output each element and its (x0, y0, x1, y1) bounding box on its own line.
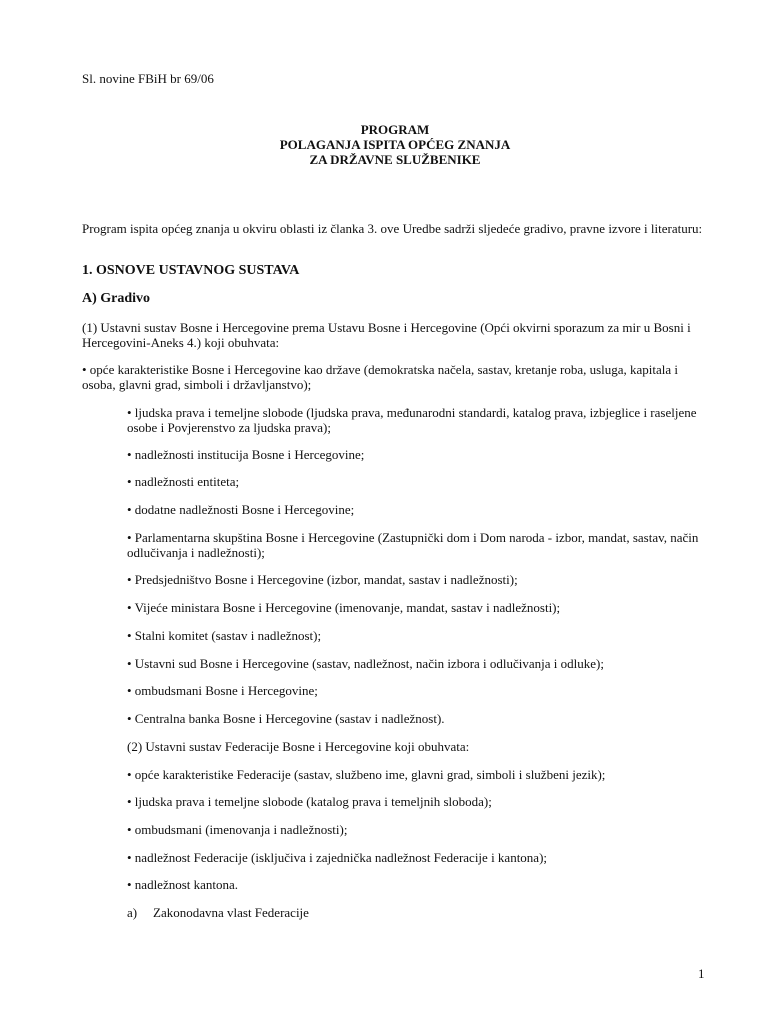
paragraph-2: (2) Ustavni sustav Federacije Bosne i Hercegovine koji obuhvata: (127, 739, 470, 754)
bullet-item: • ombudsmani Bosne i Hercegovine; (127, 683, 318, 698)
bullet-item: • opće karakteristike Federacije (sastav, službeno ime, glavni grad, simboli i službeni jezik); (127, 767, 606, 782)
list-item-text: Zakonodavna vlast Federacije (153, 905, 309, 920)
title-line: PROGRAM (360, 122, 430, 137)
title-line: ZA DRŽAVNE SLUŽBENIKE (309, 152, 481, 167)
bullet-item: • Vijeće ministara Bosne i Hercegovine (imenovanje, mandat, sastav i nadležnosti); (127, 600, 561, 615)
bullet-item: • Ustavni sud Bosne i Hercegovine (sastav, nadležnost, način izbora i odlučivanja i odluke); (127, 656, 604, 671)
page-number: 1 (698, 966, 705, 981)
intro-paragraph: Program ispita općeg znanja u okviru oblasti iz članka 3. ove Uredbe sadrži sljedeće gradivo, pravne izvore i literaturu: (82, 221, 703, 236)
paragraph-1: (1) Ustavni sustav Bosne i Hercegovine prema Ustavu Bosne i Hercegovine (Opći okvirni sporazum za mir u Bosni i Hercegovini-Aneks 4.) koji obuhvata: (82, 320, 691, 350)
bullet-item: • Stalni komitet (sastav i nadležnost); (127, 628, 322, 643)
bullet-item: • Parlamentarna skupština Bosne i Hercegovine (Zastupnički dom i Dom naroda - izbor, mandat, sastav, način odlučivanja i nadležnosti); (127, 530, 699, 560)
bullet-item: • Centralna banka Bosne i Hercegovine (sastav i nadležnost). (127, 711, 445, 726)
bullet-item: • nadležnost kantona. (127, 877, 239, 892)
bullet-item: • nadležnosti institucija Bosne i Hercegovine; (127, 447, 365, 462)
bullet-item: • ombudsmani (imenovanja i nadležnosti); (127, 822, 348, 837)
document-title (0, 122, 768, 167)
title-line: POLAGANJA ISPITA OPĆEG ZNANJA (279, 137, 511, 152)
bullet-item: • dodatne nadležnosti Bosne i Hercegovine; (127, 502, 355, 517)
bullet-item: • nadležnosti entiteta; (127, 474, 240, 489)
gazette-reference: Sl. novine FBiH br 69/06 (82, 71, 214, 86)
bullet-item: • nadležnost Federacije (isključiva i zajednička nadležnost Federacije i kantona); (127, 850, 548, 865)
section-heading: 1. OSNOVE USTAVNOG SUSTAVA (82, 263, 300, 278)
bullet-item: • ljudska prava i temeljne slobode (ljudska prava, međunarodni standardi, katalog prava, izbjeglice i raseljene osobe i Povjerenstvo za ljudska prava); (127, 405, 697, 435)
list-marker: a) (127, 905, 138, 920)
bullet-item: • ljudska prava i temeljne slobode (katalog prava i temeljnih sloboda); (127, 794, 492, 809)
bullet-item: • opće karakteristike Bosne i Hercegovine kao države (demokratska načela, sastav, kretanje roba, usluga, kapitala i osoba, glavni grad, simboli i državljanstvo); (82, 362, 679, 392)
bullet-item: • Predsjedništvo Bosne i Hercegovine (izbor, mandat, sastav i nadležnosti); (127, 572, 518, 587)
subsection-heading: A) Gradivo (82, 291, 151, 306)
lettered-list-item (127, 905, 707, 920)
